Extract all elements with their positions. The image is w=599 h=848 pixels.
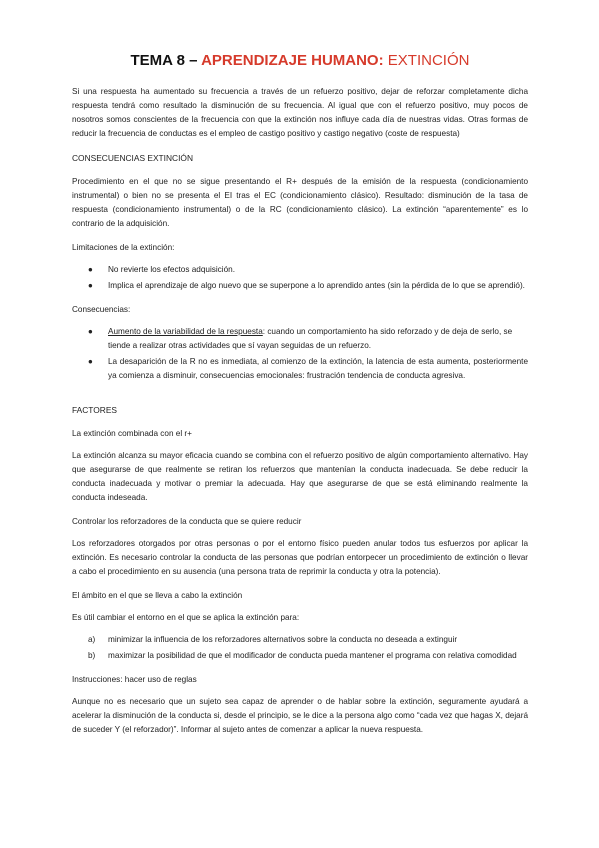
- ambito-list: [72, 633, 528, 663]
- intro-paragraph: Si una respuesta ha aumentado su frecuencia a través de un refuerzo positivo, dejar de reforzar completamente dicha respuesta tendrá como resultado la disminución de su frecuencia. Al igual que con el refuerzo positivo, muy pocos de nosotros somos conscientes de la frecuencia con que la extinción nos influye cada día de nuestras vidas. Otras formas de reducir la frecuencia de conductas es el empleo de castigo positivo y castigo negativo (coste de respuesta): [72, 87, 528, 138]
- ambito-label: El ámbito en el que se lleva a cabo la extinción: [72, 591, 243, 600]
- title-suffix: EXTINCIÓN: [387, 52, 470, 69]
- list-item: b) maximizar la posibilidad de que el modificador de conducta pueda mantener el programa con relativa comodidad: [88, 651, 517, 660]
- consecuencias-list: [72, 325, 528, 383]
- bullet-icon: ●: [88, 327, 93, 336]
- list-item: ● No revierte los efectos adquisición.: [72, 263, 528, 277]
- instrucciones-label: Instrucciones: hacer uso de reglas: [72, 675, 197, 684]
- list-item: a) minimizar la influencia de los reforzadores alternativos sobre la conducta no deseada a extinguir: [88, 635, 458, 644]
- controlar-label: Controlar los reforzadores de la conducta que se quiere reducir: [72, 517, 302, 526]
- document-content: [72, 52, 528, 747]
- page-title: [72, 52, 528, 69]
- underlined-term: Aumento de la variabilidad de la respuesta: [108, 327, 263, 336]
- combinada-label: La extinción combinada con el r+: [72, 429, 192, 438]
- list-item: ● Implica el aprendizaje de algo nuevo que se superpone a lo aprendido antes (sin la pérdida de lo que se aprendió).: [72, 279, 528, 293]
- controlar-paragraph: Los reforzadores otorgados por otras personas o por el entorno físico pueden anular todos tus esfuerzos por aplicar la extinción. Es necesario controlar la conducta de las personas que podrían entorpecer un procedimiento de extinción o llevar a cabo el procedimiento en su ausencia (una persona trata de reprimir la conducta y otra la potencia).: [72, 539, 528, 576]
- bullet-icon: ●: [88, 265, 93, 274]
- combinada-paragraph: La extinción alcanza su mayor eficacia cuando se combina con el refuerzo positivo de algún comportamiento alternativo. Hay que asegurarse de que realmente se retiran los refuerzos que mantenían la conducta inadecuada. Se debe reducir la conducta inadecuada y motivar o premiar la adecuada. Hay que asegurarse de que se está eliminando realmente la conducta indeseada.: [72, 451, 528, 502]
- limitaciones-list: [72, 263, 528, 293]
- bullet-icon: ●: [88, 357, 93, 366]
- consecuencias-heading: CONSECUENCIAS EXTINCIÓN: [72, 153, 193, 163]
- bullet-icon: ●: [88, 281, 93, 290]
- factores-heading: FACTORES: [72, 405, 117, 415]
- procedimiento-paragraph: Procedimiento en el que no se sigue presentando el R+ después de la emisión de la respuesta (condicionamiento instrumental) o bien no se presenta el EI tras el EC (condicionamiento clásico). Resultado: disminución de la tasa de respuesta (condicionamiento instrumental) o de la RC (condicionamiento clásico). La extinción “aparentemente” es lo contrario de la adquisición.: [72, 177, 528, 228]
- instrucciones-paragraph: Aunque no es necesario que un sujeto sea capaz de aprender o de hablar sobre la extinción, seguramente ayudará a acelerar la disminución de la conducta si, desde el principio, se le dice a la persona algo como “cada vez que hagas X, dejará de suceder Y (el reforzador)”. Informar al sujeto antes de comenzar a aplicar la nueva respuesta.: [72, 697, 528, 734]
- ambito-intro: Es útil cambiar el entorno en el que se aplica la extinción para:: [72, 613, 300, 622]
- title-accent: APRENDIZAJE HUMANO:: [201, 52, 388, 69]
- list-item: ● La desaparición de la R no es inmediata, al comienzo de la extinción, la latencia de esta aumenta, posteriormente ya comienza a disminuir, consecuencias emocionales: frustración tendencia de conducta agresiva.: [88, 357, 528, 380]
- consecuencias-label: Consecuencias:: [72, 305, 131, 314]
- list-item: ● Aumento de la variabilidad de la respuesta: cuando un comportamiento ha sido reforzado y de deja de serlo, se tiende a realizar otras actividades que sí vayan seguidas de un refuerzo.: [88, 327, 513, 350]
- limitaciones-label: Limitaciones de la extinción:: [72, 243, 175, 252]
- title-prefix: TEMA 8 –: [130, 52, 202, 69]
